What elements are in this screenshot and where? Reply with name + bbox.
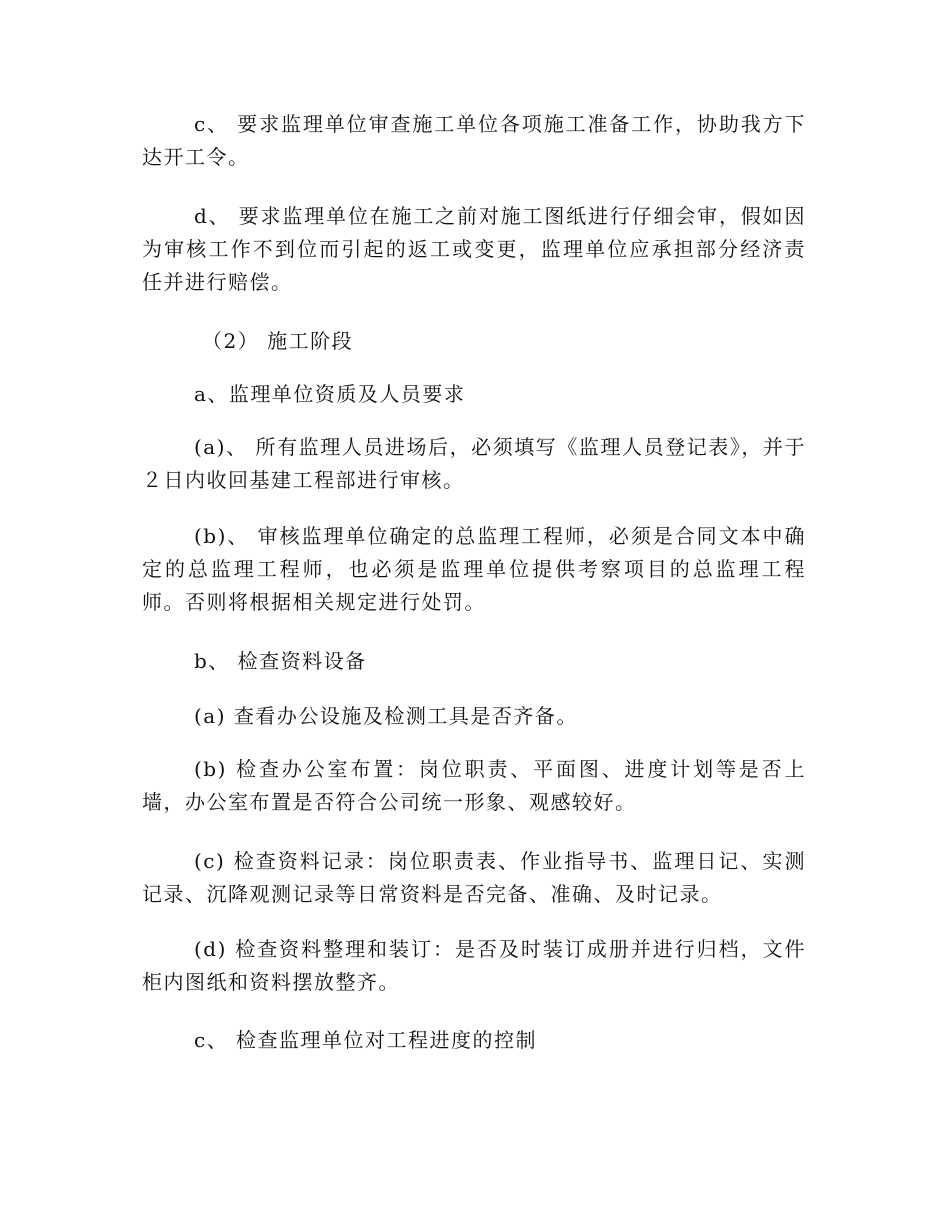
paragraph-c-preparation: c、 要求监理单位审查施工单位各项施工准备工作，协助我方下达开工令。 — [142, 112, 806, 169]
subheading-a-qualification: a、监理单位资质及人员要求 — [194, 382, 466, 406]
paragraph-d-binding: (d) 检查资料整理和装订：是否及时装订成册并进行归档，文件柜内图纸和资料摆放整齐。 — [142, 937, 806, 994]
paragraph-b-office-layout: (b) 检查办公室布置：岗位职责、平面图、进度计划等是否上墙，办公室布置是否符合公司统一形象、观感较好。 — [142, 757, 806, 814]
subheading-b-equipment: b、 检查资料设备 — [194, 649, 367, 673]
paragraph-a-office-facilities: (a) 查看办公设施及检测工具是否齐备。 — [194, 704, 578, 728]
paragraph-b-chief-engineer: (b)、 审核监理单位确定的总监理工程师，必须是合同文本中确定的总监理工程师，也必须是监理单位提供考察项目的总监理工程师。否则将根据相关规定进行处罚。 — [142, 524, 806, 614]
paragraph-c-records: (c) 检查资料记录：岗位职责表、作业指导书、监理日记、实测记录、沉降观测记录等日常资料是否完备、准确、及时记录。 — [142, 849, 806, 906]
subheading-c-progress-control: c、 检查监理单位对工程进度的控制 — [194, 1028, 538, 1052]
paragraph-d-drawing-review: d、 要求监理单位在施工之前对施工图纸进行仔细会审，假如因为审核工作不到位而引起的返工或变更，监理单位应承担部分经济责任并进行赔偿。 — [142, 204, 806, 294]
paragraph-a-registration: (a)、 所有监理人员进场后，必须填写《监理人员登记表》，并于２日内收回基建工程部进行审核。 — [142, 435, 806, 492]
section-heading-construction-stage: （2） 施工阶段 — [202, 329, 354, 353]
